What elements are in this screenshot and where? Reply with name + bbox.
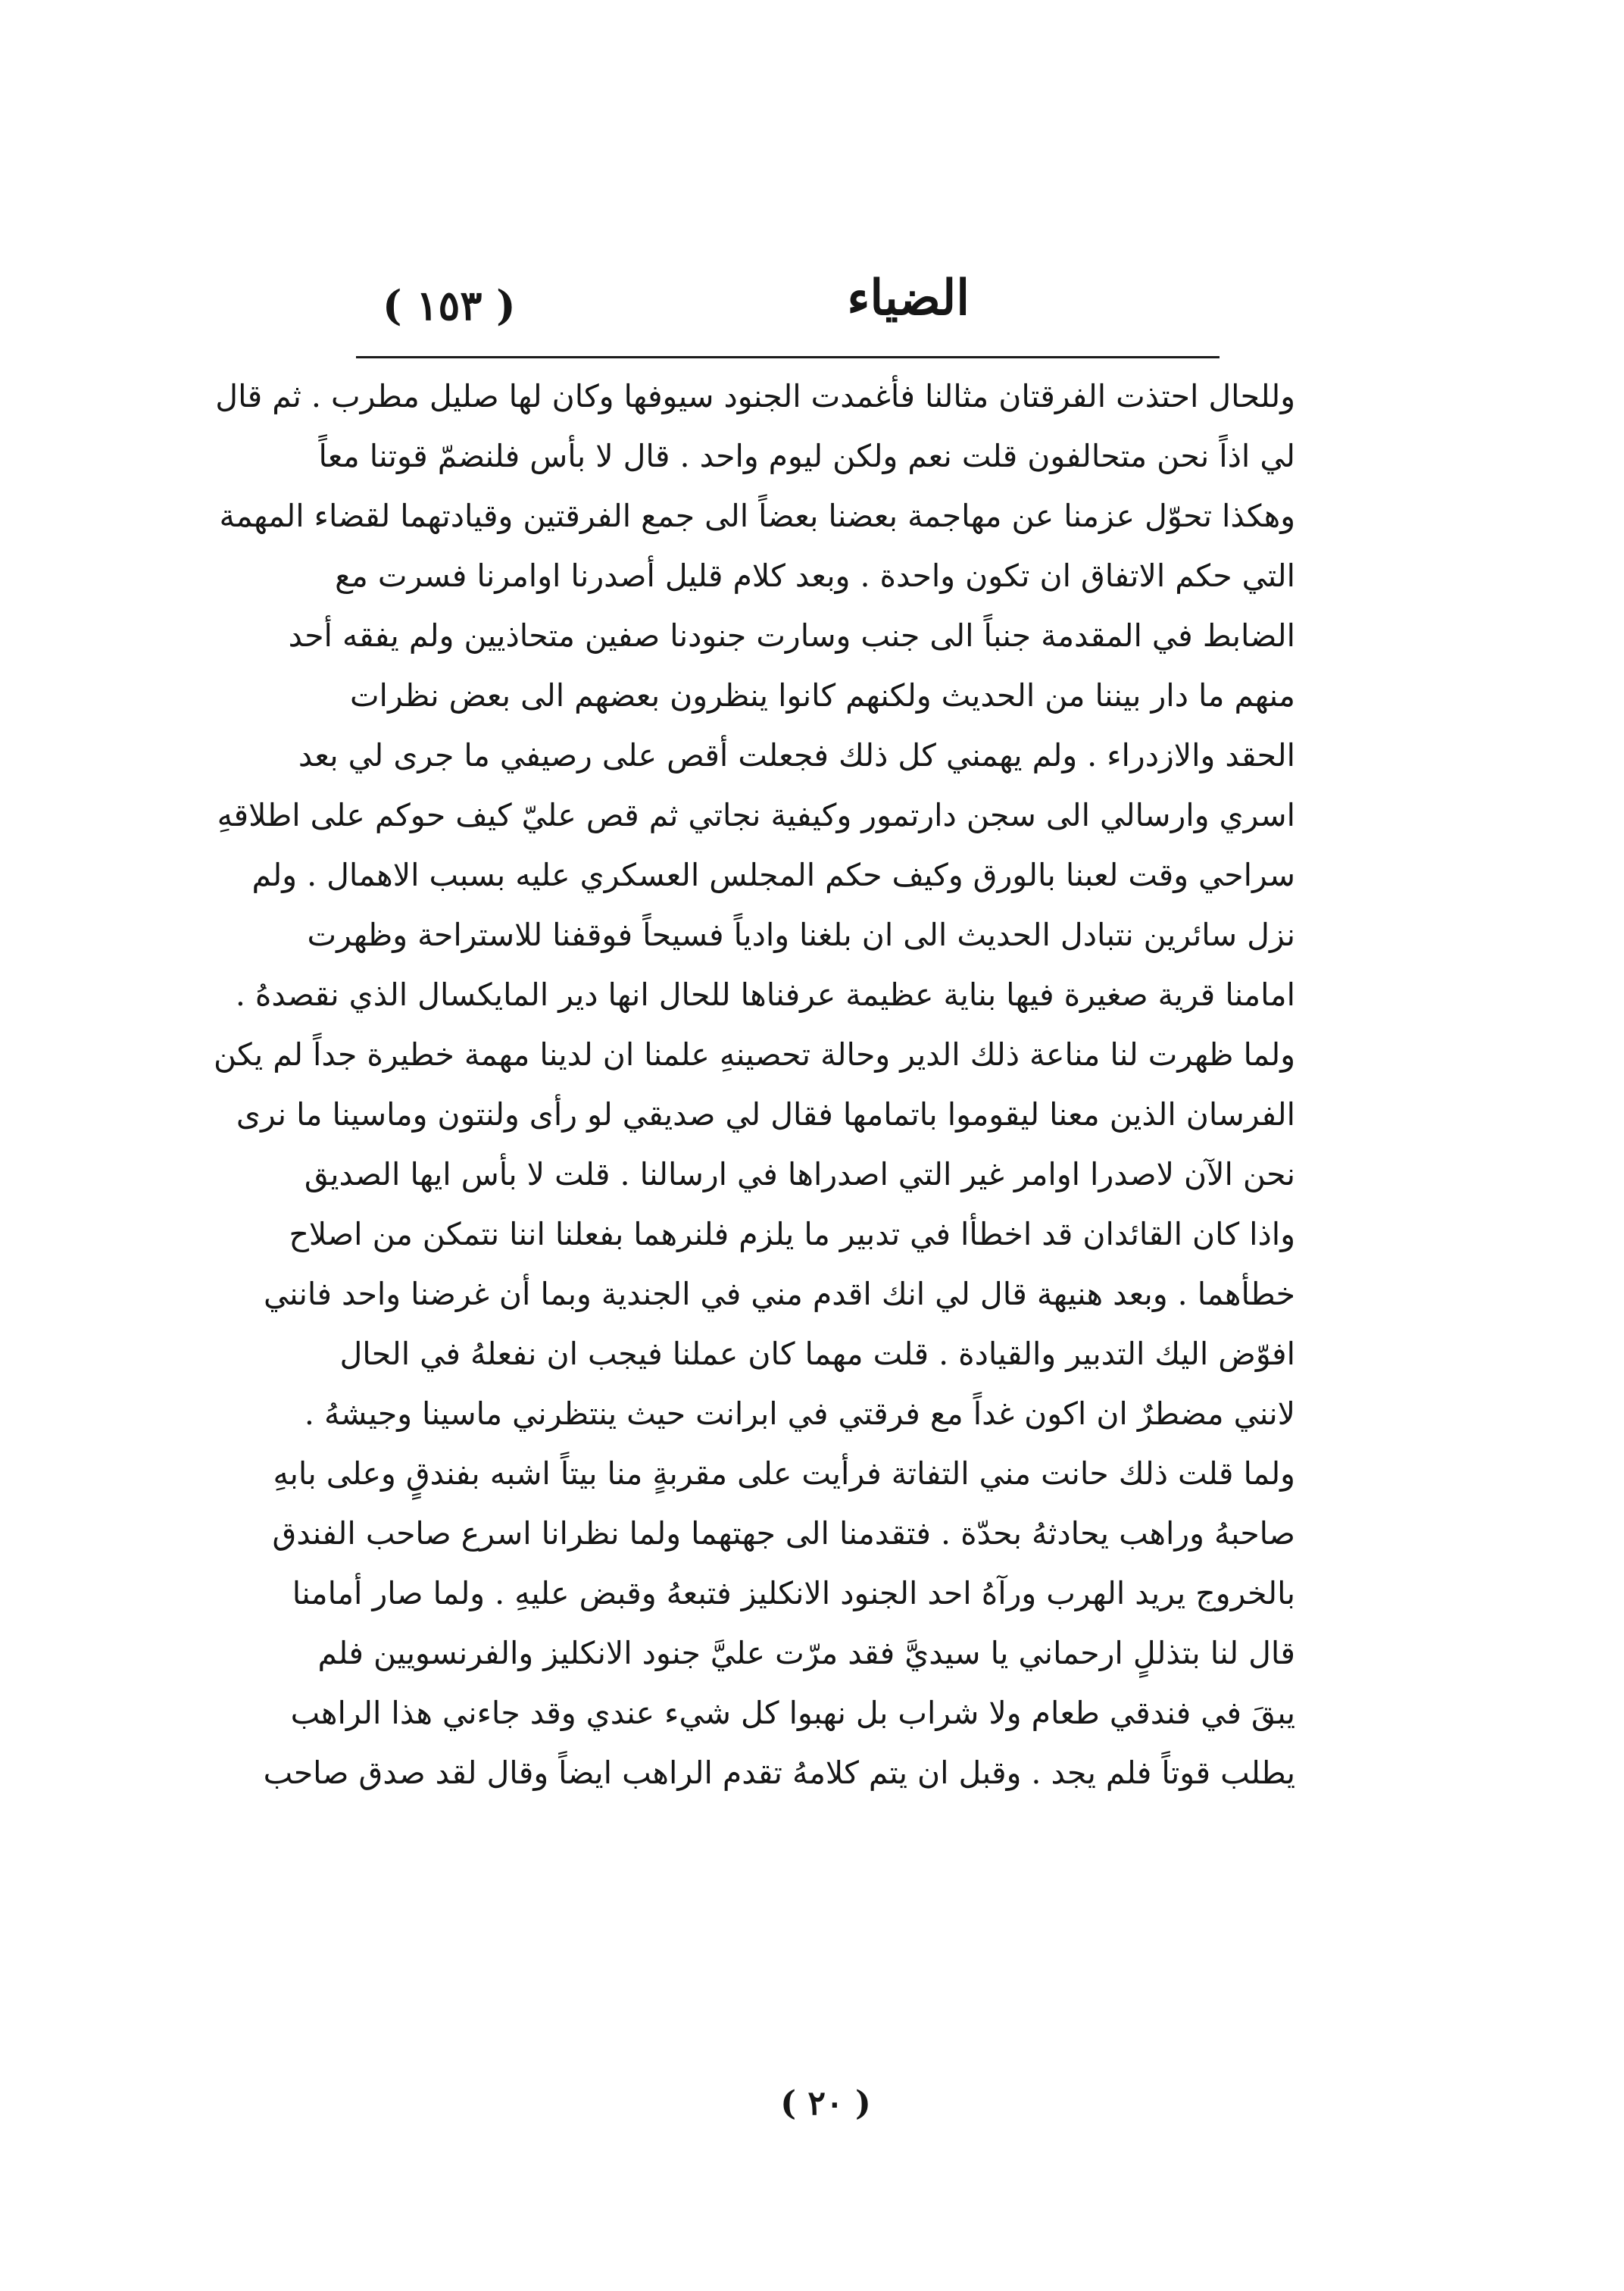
article-body xyxy=(213,367,1295,1803)
journal-title: الضياء xyxy=(847,270,970,327)
text-line: وللحال احتذت الفرقتان مثالنا فأغمدت الجنود سيوفها وكان لها صليل مطرب . ثم قال xyxy=(215,378,1295,414)
text-line: نزل سائرين نتبادل الحديث الى ان بلغنا وادياً فسيحاً فوقفنا للاستراحة وظهرت xyxy=(307,917,1295,953)
text-line: خطأهما . وبعد هنيهة قال لي انك اقدم مني في الجندية وبما أن غرضنا واحد فانني xyxy=(263,1276,1295,1312)
text-line: الضابط في المقدمة جنباً الى جنب وسارت جنودنا صفين متحاذيين ولم يفقه أحد xyxy=(288,617,1295,654)
text-line: منهم ما دار بيننا من الحديث ولكنهم كانوا ينظرون بعضهم الى بعض نظرات xyxy=(349,677,1295,714)
text-line: افوّض اليك التدبير والقيادة . قلت مهما كان عملنا فيجب ان نفعلهُ في الحال xyxy=(339,1336,1295,1372)
text-line: واذا كان القائدان قد اخطأا في تدبير ما يلزم فلنرهما بفعلنا اننا نتمكن من اصلاح xyxy=(289,1216,1295,1252)
signature-mark: ( ٢٠ ) xyxy=(780,2084,871,2123)
text-line: يبقَ في فندقي طعام ولا شراب بل نهبوا كل شيء عندي وقد جاءني هذا الراهب xyxy=(290,1695,1295,1731)
header-divider xyxy=(356,356,1220,358)
text-line: ولما قلت ذلك حانت مني التفاتة فرأيت على مقربةٍ منا بيتاً اشبه بفندقٍ وعلى بابهِ xyxy=(273,1455,1295,1492)
text-line: الفرسان الذين معنا ليقوموا باتمامها فقال لي صديقي لو رأى ولنتون وماسينا ما نرى xyxy=(236,1096,1295,1133)
text-line: التي حكم الاتفاق ان تكون واحدة . وبعد كلام قليل أصدرنا اوامرنا فسرت مع xyxy=(335,558,1295,594)
text-line: بالخروج يريد الهرب ورآهُ احد الجنود الانكليز فتبعهُ وقبض عليهِ . ولما صار أمامنا xyxy=(292,1575,1295,1611)
text-line: الحقد والازدراء . ولم يهمني كل ذلك فجعلت أقص على رصيفي ما جرى لي بعد xyxy=(298,737,1295,774)
text-line: نحن الآن لاصدرا اوامر غير التي اصدراها في ارسالنا . قلت لا بأس ايها الصديق xyxy=(304,1156,1295,1192)
text-line: ولما ظهرت لنا مناعة ذلك الدير وحالة تحصينهِ علمنا ان لدينا مهمة خطيرة جداً لم يكن xyxy=(213,1036,1295,1073)
text-line: يطلب قوتاً فلم يجد . وقبل ان يتم كلامهُ تقدم الراهب ايضاً وقال لقد صدق صاحب xyxy=(263,1755,1295,1791)
text-line: قال لنا بتذللٍ ارحماني يا سيديَّ فقد مرّت عليَّ جنود الانكليز والفرنسويين فلم xyxy=(317,1635,1295,1671)
text-line: لانني مضطرٌ ان اكون غداً مع فرقتي في ابرانت حيث ينتظرني ماسينا وجيشهُ . xyxy=(304,1396,1295,1432)
text-line: وهكذا تحوّل عزمنا عن مهاجمة بعضنا بعضاً الى جمع الفرقتين وقيادتهما لقضاء المهمة xyxy=(219,498,1295,534)
page-header xyxy=(356,265,1220,356)
text-line: سراحي وقت لعبنا بالورق وكيف حكم المجلس العسكري عليه بسبب الاهمال . ولم xyxy=(251,857,1295,893)
text-line: لي اذاً نحن متحالفون قلت نعم ولكن ليوم واحد . قال لا بأس فلنضمّ قوتنا معاً xyxy=(318,438,1295,474)
page-number: ( ١٥٣ ) xyxy=(383,281,516,330)
text-line: اسري وارسالي الى سجن دارتمور وكيفية نجاتي ثم قص عليّ كيف حوكم على اطلاقهِ xyxy=(217,797,1295,833)
text-line: امامنا قرية صغيرة فيها بناية عظيمة عرفناها للحال انها دير المايكسال الذي نقصدهُ . xyxy=(235,977,1295,1013)
text-line: صاحبهُ وراهب يحادثهُ بحدّة . فتقدمنا الى جهتهما ولما نظرانا اسرع صاحب الفندق xyxy=(272,1515,1295,1552)
